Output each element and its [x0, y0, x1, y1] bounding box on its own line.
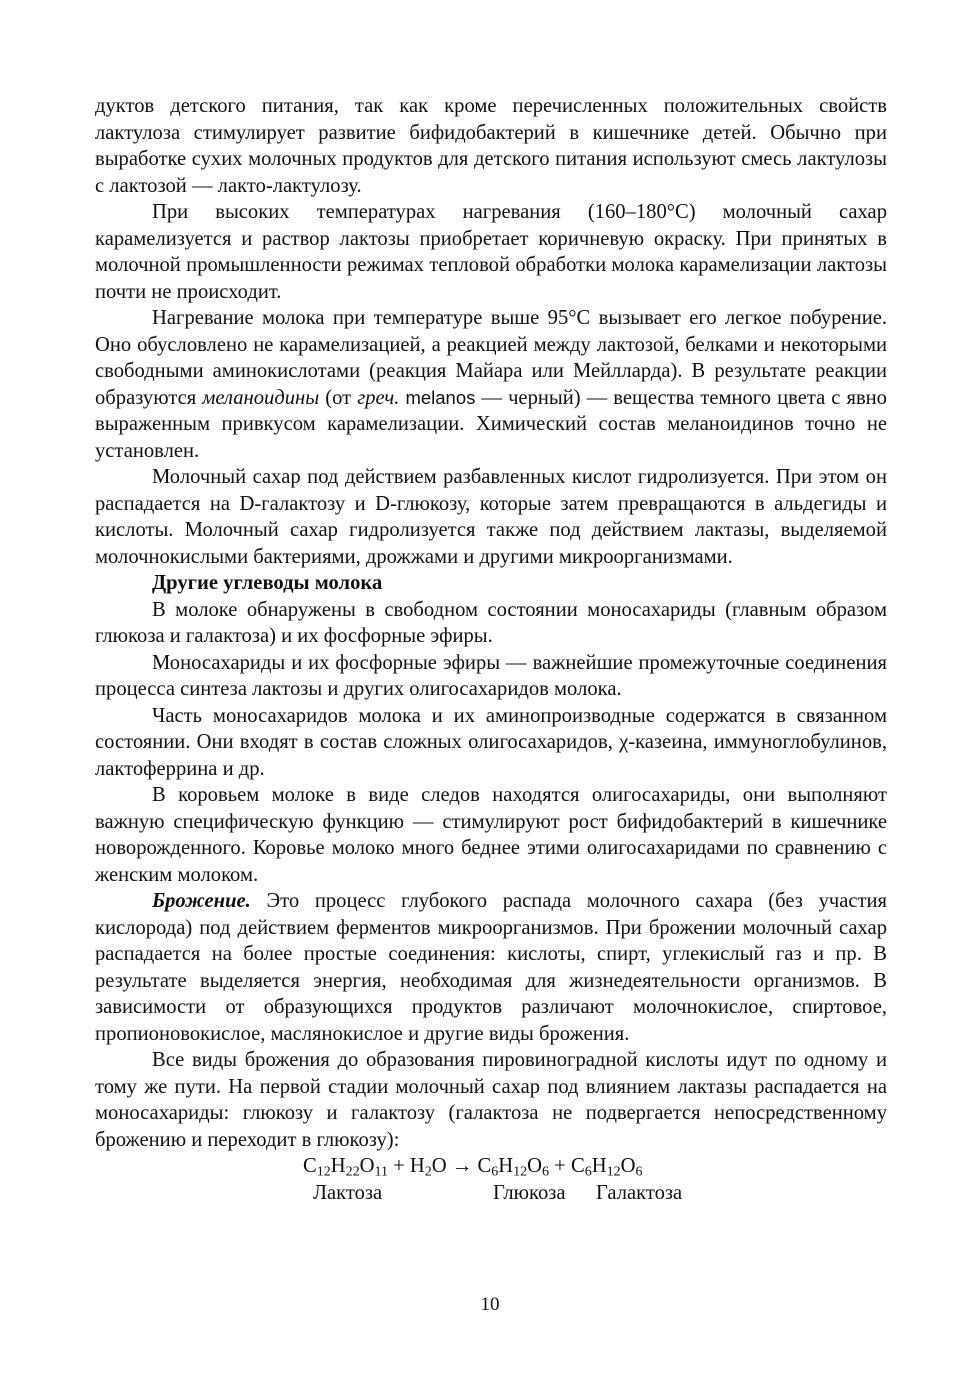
- label-lactose: Лактоза: [313, 1182, 383, 1204]
- page-number: 10: [480, 1294, 500, 1315]
- equation-line: $C_{12}H_{22}O_{11} + H_2O \to C_6H_{12}O_6 + C_6H_{12}O_6$: [303, 1155, 643, 1180]
- paragraph: В молоке обнаружены в свободном состоянии моносахариды (главным образом глюкоза и галактоза) и их фосфорные эфиры.: [95, 598, 887, 647]
- section-heading: Другие углеводы молока: [152, 572, 383, 594]
- paragraph: [95, 888, 887, 1047]
- text-run: — черный) — вещества темного цвета с явно выраженным привкусом карамелизации. Химический состав меланоидинов точно не установлен.: [95, 386, 887, 462]
- label-galactose: Галактоза: [596, 1182, 683, 1204]
- paragraph: Моносахариды и их фосфорные эфиры — важнейшие промежуточные соединения процесса синтеза лактозы и других олигосахаридов молока.: [95, 651, 887, 700]
- term-fermentation: Брожение.: [152, 890, 251, 912]
- paragraph: В коровьем молоке в виде следов находятся олигосахариды, они выполняют важную специфическую функцию — стимулируют рост бифидобактерий в кишечнике новорожденного. Коровье молоко много беднее этими олигосахаридами по сравнению с женским молоком.: [95, 784, 887, 886]
- page-text: [95, 93, 887, 1209]
- term-melanoidins: меланоидины: [202, 386, 320, 409]
- text-run: Нагревание молока при температуре выше 95°С вызывает его легкое побурение. Оно обусловлено не карамелизацией, а реакцией между лактозой, белками и некоторыми свободными аминокислотами (реакция Майара или Мейлларда). В результате реакции образуются: [95, 307, 887, 409]
- paragraph: Все виды брожения до образования пировиноградной кислоты идут по одному и тому же пути. На первой стадии молочный сахар под влиянием лактазы распадается на моносахариды: глюкозу и галактозу (галактоза не подвергается непосредственному брожению и переходит в глюкозу):: [95, 1049, 887, 1151]
- label-glucose: Глюкоза: [493, 1182, 566, 1204]
- paragraph: При высоких температурах нагревания (160–180°С) молочный сахар карамелизуется и раствор лактозы приобретает коричневую окраску. При принятых в молочной промышленности режимах тепловой обработки молока карамелизации лактозы почти не происходит.: [95, 201, 887, 303]
- text-run: (от: [319, 386, 358, 409]
- chemical-equation: [95, 1153, 887, 1209]
- paragraph: Молочный сахар под действием разбавленных кислот гидролизуется. При этом он распадается на D-галактозу и D-глюкозу, которые затем превращаются в альдегиды и кислоты. Молочный сахар гидролизуется также под действием лактазы, выделяемой молочнокислыми бактериями, дрожжами и другими микроорганизмами.: [95, 466, 887, 568]
- paragraph: дуктов детского питания, так как кроме перечисленных положительных свойств лактулоза стимулирует развитие бифидобактерий в кишечнике детей. Обычно при выработке сухих молочных продуктов для детского питания используют смесь лактулозы с лактозой — лакто-лактулозу.: [95, 95, 887, 197]
- greek-abbrev: греч.: [357, 386, 400, 409]
- paragraph: [95, 305, 887, 464]
- paragraph: Часть моносахаридов молока и их аминопроизводные содержатся в связанном состоянии. Они входят в состав сложных олигосахаридов, χ-казеина, иммуноглобулинов, лактоферрина и др.: [95, 704, 887, 780]
- foreign-word: melanos: [405, 386, 476, 408]
- text-run: Это процесс глубокого распада молочного сахара (без участия кислорода) под действием ферментов микроорганизмов. При брожении молочный сахар распадается на более простые соединения: кислоты, спирт, углекислый газ и пр. В результате выделяется энергия, необходимая для жизнедеятельности организмов. В зависимости от образующихся продуктов различают молочнокислое, спиртовое, пропионовокислое, маслянокислое и другие виды брожения.: [95, 890, 887, 1045]
